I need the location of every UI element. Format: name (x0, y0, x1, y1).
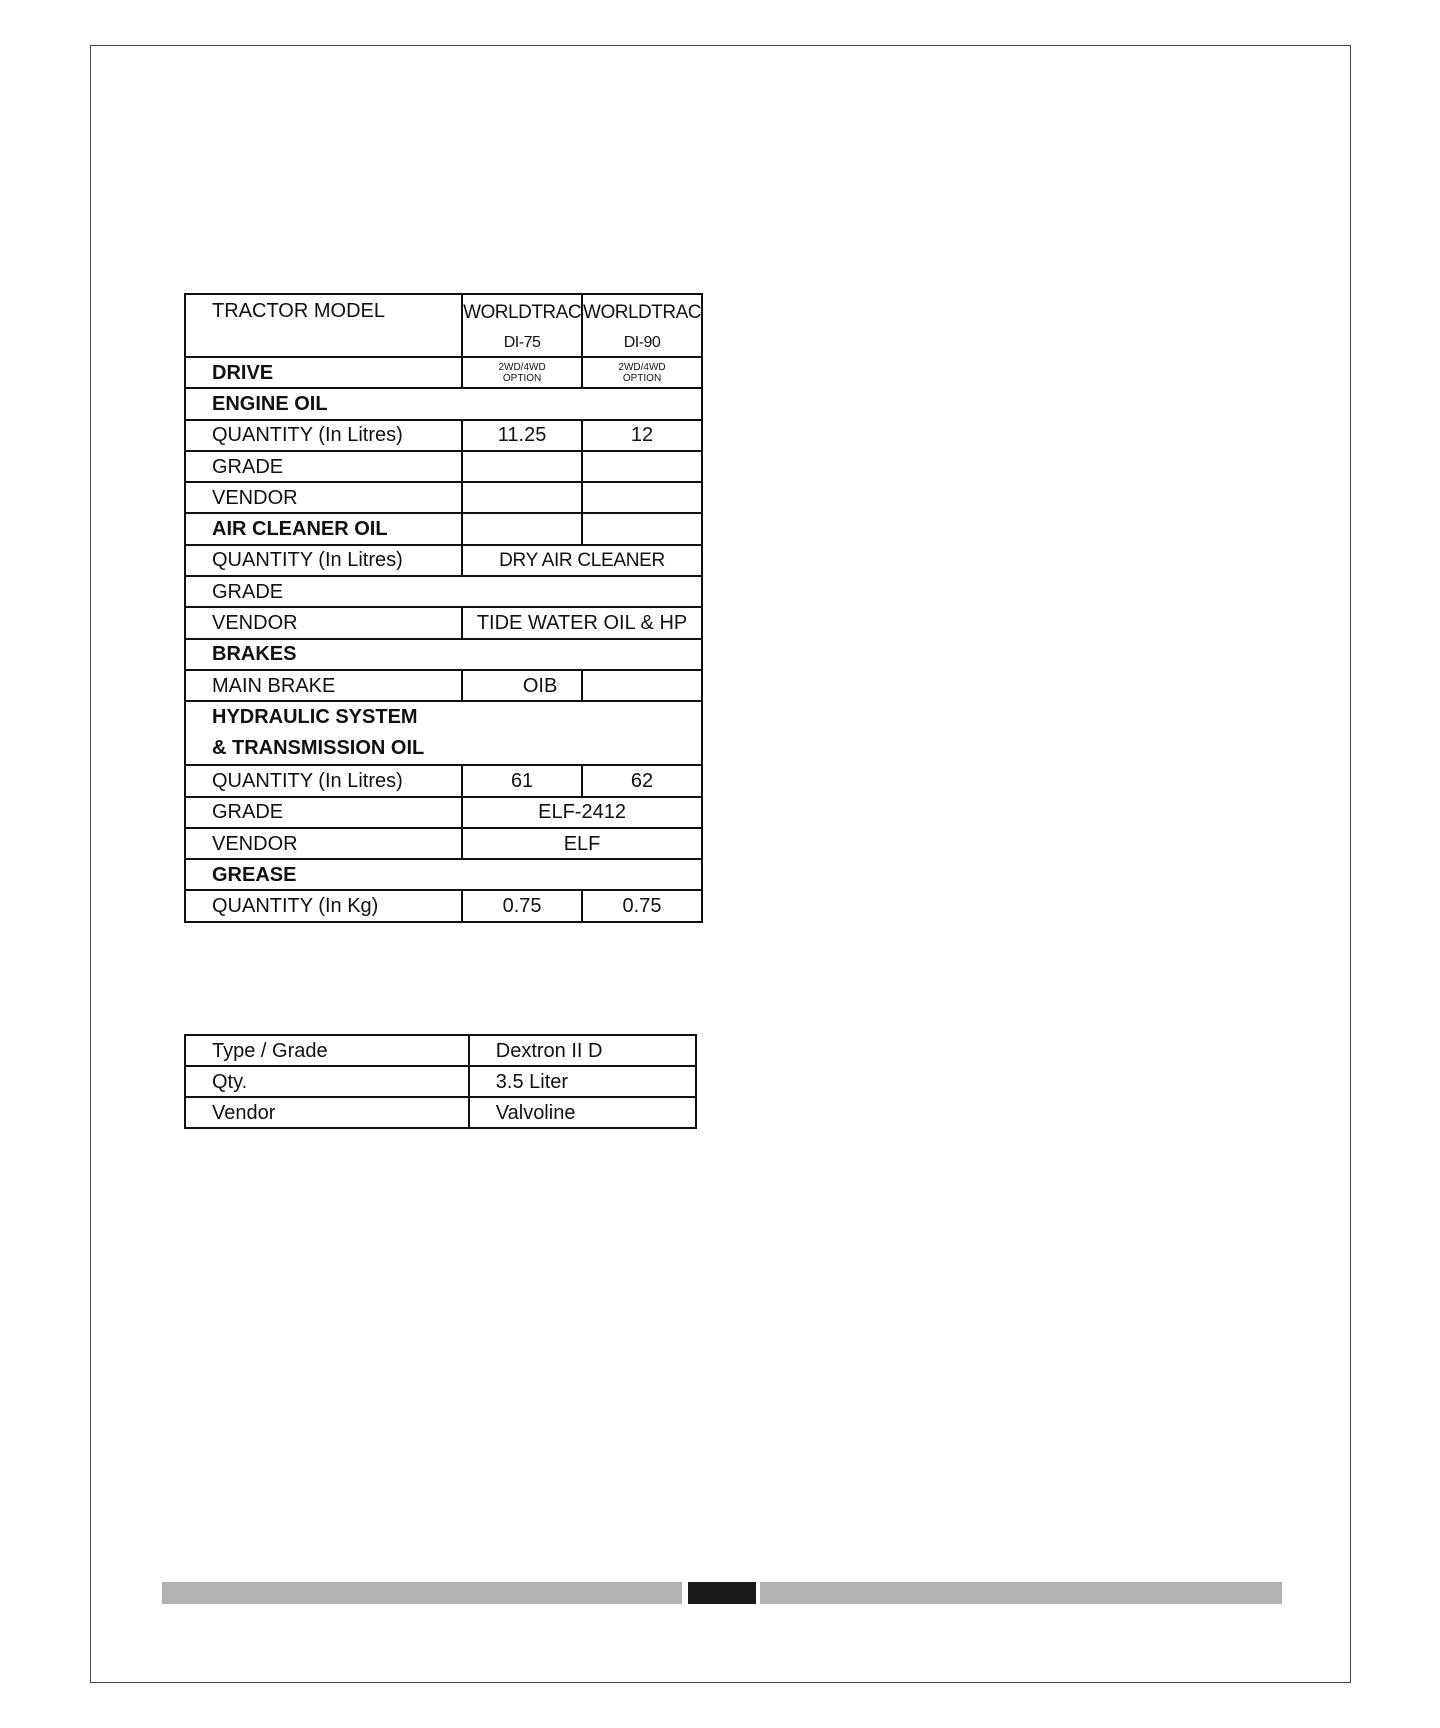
air-cleaner-grade-value (462, 576, 702, 607)
fluid-table (184, 1034, 697, 1129)
footer-page-badge (688, 1582, 756, 1604)
model-di90-name: WORLDTRAC (583, 301, 701, 323)
air-cleaner-quantity-label: QUANTITY (In Litres) (185, 545, 462, 576)
drive-di90-line1: 2WD/4WD (618, 361, 666, 373)
model-di75-name: WORLDTRAC (463, 301, 582, 323)
table-row-engine-oil-grade (185, 451, 702, 482)
fluid-vendor-value: Valvoline (469, 1097, 696, 1128)
engine-oil-grade-di90 (582, 451, 702, 482)
grease-quantity-di90: 0.75 (582, 890, 702, 921)
hydraulic-quantity-label: QUANTITY (In Litres) (185, 765, 462, 796)
table-row-air-cleaner-grade (185, 576, 702, 607)
footer-bar-right (760, 1582, 1282, 1604)
air-cleaner-grade-label: GRADE (185, 576, 462, 607)
fluid-type-label: Type / Grade (185, 1035, 469, 1066)
air-cleaner-title-di90 (582, 513, 702, 544)
table-row-hydraulic-vendor (185, 828, 702, 859)
drive-di75-line1: 2WD/4WD (498, 361, 546, 373)
main-brake-value: OIB (462, 670, 582, 701)
hydraulic-quantity-di75: 61 (462, 765, 582, 796)
table-row (185, 1097, 696, 1128)
engine-oil-quantity-di90: 12 (582, 420, 702, 451)
table-row (185, 1035, 696, 1066)
hydraulic-quantity-di90: 62 (582, 765, 702, 796)
drive-di75-line2: OPTION (502, 372, 542, 384)
engine-oil-vendor-label: VENDOR (185, 482, 462, 513)
hydraulic-vendor-value: ELF (462, 828, 702, 859)
table-row-grease-quantity (185, 890, 702, 921)
drive-label: DRIVE (185, 357, 462, 388)
table-row-tractor-model (185, 294, 702, 357)
table-row-engine-oil-title (185, 388, 702, 419)
fluid-type-value: Dextron II D (469, 1035, 696, 1066)
table-row-grease-title (185, 859, 702, 890)
main-brake-di90 (582, 670, 702, 701)
table-row-hydraulic-quantity (185, 765, 702, 796)
table-row-drive (185, 357, 702, 388)
engine-oil-quantity-label: QUANTITY (In Litres) (185, 420, 462, 451)
fluid-qty-value: 3.5 Liter (469, 1066, 696, 1097)
hydraulic-title-line1: HYDRAULIC SYSTEM (212, 706, 418, 729)
drive-di90-line2: OPTION (622, 372, 662, 384)
fluid-vendor-label: Vendor (185, 1097, 469, 1128)
drive-di75-value (462, 357, 582, 388)
table-row-engine-oil-quantity (185, 420, 702, 451)
table-row-hydraulic-grade (185, 797, 702, 828)
engine-oil-quantity-di75: 11.25 (462, 420, 582, 451)
footer-bar-left (162, 1582, 682, 1604)
engine-oil-grade-label: GRADE (185, 451, 462, 482)
air-cleaner-title-di75 (462, 513, 582, 544)
air-cleaner-vendor-value: TIDE WATER OIL & HP (462, 607, 702, 638)
engine-oil-vendor-di75 (462, 482, 582, 513)
table-row (185, 1066, 696, 1097)
table-row-air-cleaner-quantity (185, 545, 702, 576)
air-cleaner-vendor-label: VENDOR (185, 607, 462, 638)
main-brake-label: MAIN BRAKE (185, 670, 462, 701)
hydraulic-title-line2: & TRANSMISSION OIL (212, 737, 425, 760)
tractor-model-label: TRACTOR MODEL (185, 294, 462, 357)
air-cleaner-quantity-value: DRY AIR CLEANER (462, 545, 702, 576)
table-row-hydraulic-title (185, 701, 702, 765)
table-row-air-cleaner-title (185, 513, 702, 544)
drive-di90-value (582, 357, 702, 388)
model-di75-variant: DI-75 (503, 333, 541, 351)
hydraulic-vendor-label: VENDOR (185, 828, 462, 859)
hydraulic-title (185, 701, 702, 765)
hydraulic-grade-label: GRADE (185, 797, 462, 828)
table-row-main-brake (185, 670, 702, 701)
model-di90-variant: DI-90 (623, 333, 661, 351)
table-row-air-cleaner-vendor (185, 607, 702, 638)
air-cleaner-oil-title: AIR CLEANER OIL (185, 513, 462, 544)
lubrication-table (184, 293, 703, 923)
engine-oil-vendor-di90 (582, 482, 702, 513)
grease-quantity-label: QUANTITY (In Kg) (185, 890, 462, 921)
engine-oil-grade-di75 (462, 451, 582, 482)
model-di75-header (462, 294, 582, 357)
grease-quantity-di75: 0.75 (462, 890, 582, 921)
hydraulic-grade-value: ELF-2412 (462, 797, 702, 828)
engine-oil-title: ENGINE OIL (185, 388, 702, 419)
model-di90-header (582, 294, 702, 357)
table-row-engine-oil-vendor (185, 482, 702, 513)
brakes-title: BRAKES (185, 639, 702, 670)
table-row-brakes-title (185, 639, 702, 670)
grease-title: GREASE (185, 859, 702, 890)
fluid-qty-label: Qty. (185, 1066, 469, 1097)
